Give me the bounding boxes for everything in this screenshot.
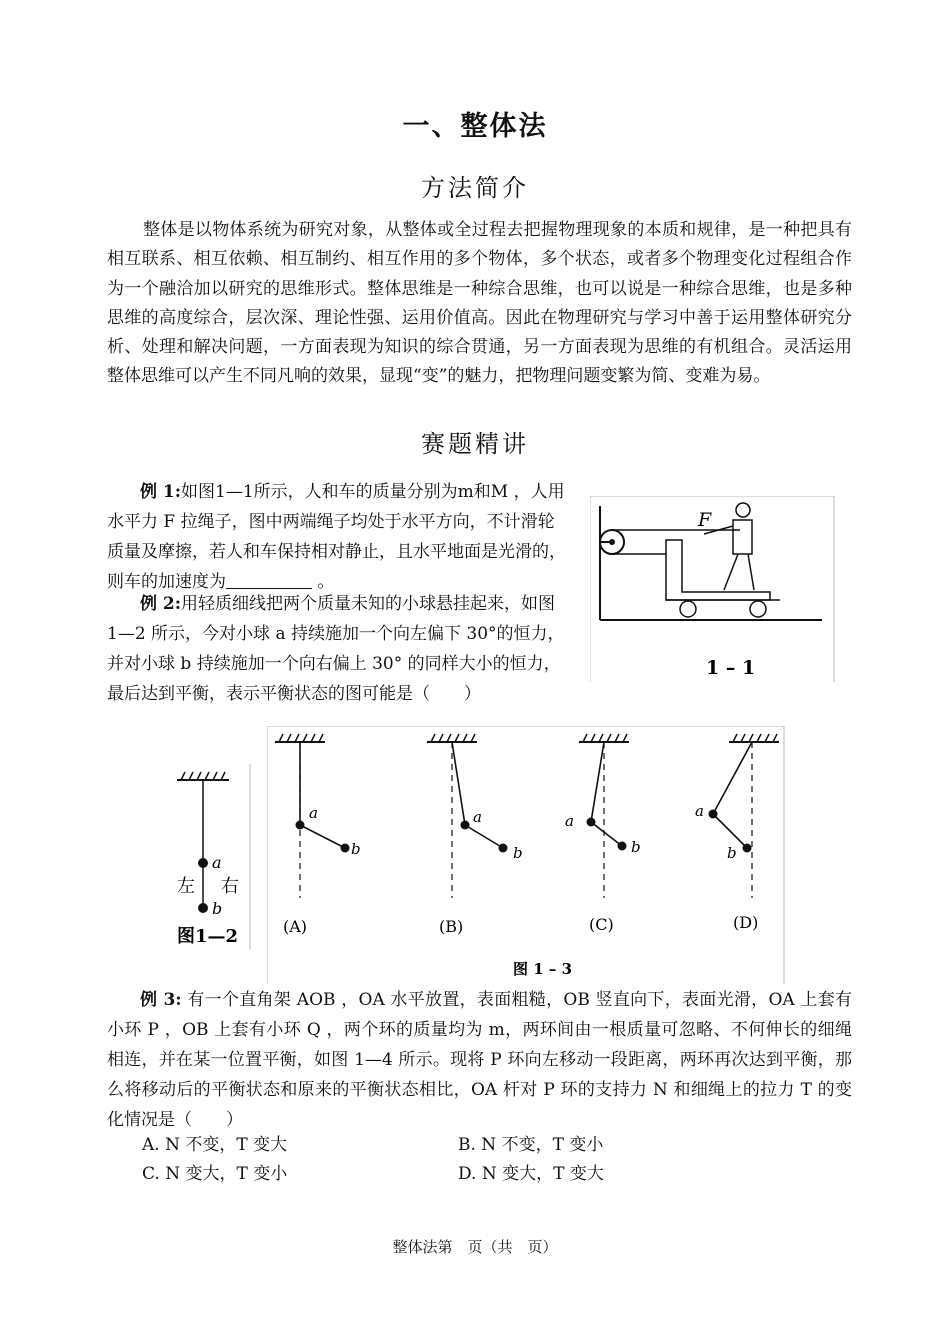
- panel-c: [565, 734, 641, 934]
- figure-1-2-caption: 图1—2: [177, 926, 239, 947]
- panel-b-caption: (B): [439, 917, 464, 936]
- figure-1-1: [590, 496, 835, 682]
- left-label: 左: [177, 876, 195, 897]
- example-2: [107, 589, 569, 709]
- panel-c-caption: (C): [589, 915, 614, 934]
- option-a: A. N 不变，T 变大: [142, 1135, 288, 1155]
- person-icon: [704, 503, 754, 590]
- section-heading-problems: 赛题精讲: [421, 430, 529, 458]
- panel-b-label-b: b: [513, 844, 523, 862]
- cart-icon: [666, 540, 770, 600]
- option-c: C. N 变大，T 变小: [142, 1164, 288, 1184]
- panel-d-label-a: a: [695, 802, 704, 820]
- figure-1-3-caption: 图 1 – 3: [513, 960, 573, 978]
- example-2-text: 用轻质细线把两个质量未知的小球悬挂起来，如图 1—2 所示，今对小球 a 持续施加一个向左偏下 30°的恒力，并对小球 b 持续施加一个向右偏上 30° 的同样大小的恒力，最后达到平衡，表示平衡状态的图可能是（ ）: [107, 594, 565, 704]
- panel-a-caption: (A): [283, 917, 308, 936]
- panel-d: [695, 734, 779, 932]
- panel-c-label-b: b: [631, 838, 641, 856]
- intro-paragraph: 整体是以物体系统为研究对象，从整体或全过程去把握物理现象的本质和规律，是一种把具有相互联系、相互依赖、相互制约、相互作用的多个物体，多个状态，或者多个物理变化过程组合作为一个融洽加以研究的思维形式。整体思维是一种综合思维，也可以说是一种综合思维，也是多种思维的高度综合，层次深、理论性强、运用价值高。因此在物理研究与学习中善于运用整体研究分析、处理和解决问题，一方面表现为知识的综合贯通，另一方面表现为思维的有机组合。灵活运用整体思维可以产生不同凡响的效果，显现“变”的魅力，把物理问题变繁为简、变难为易。: [107, 220, 852, 387]
- figure-1-2: [165, 764, 251, 950]
- panel-d-caption: (D): [733, 913, 759, 932]
- example-1-text: 如图1—1所示，人和车的质量分别为m和M ，人用水平力 F 拉绳子，图中两端绳子均处于水平方向，不计滑轮质量及摩擦，若人和车保持相对静止，且水平地面是光滑的，则车的加速度为: [107, 482, 566, 592]
- answer-blank: [226, 570, 312, 589]
- right-label: 右: [221, 876, 239, 897]
- panel-b: [427, 734, 523, 936]
- panel-b-label-a: a: [473, 808, 482, 826]
- panel-d-label-b: b: [727, 844, 737, 862]
- example-1-end: 。: [317, 572, 335, 592]
- ball-a-icon: [198, 858, 208, 868]
- example-1-label: 例 1:: [140, 482, 182, 502]
- example-3-text: 有一个直角架 AOB ，OA 水平放置，表面粗糙，OB 竖直向下，表面光滑，OA 上套有小环 P ，OB 上套有小环 Q ，两个环的质量均为 m，两环间由一根质量可忽略、不何伸长的细绳相连，并在某一位置平衡，如图 1—4 所示。现将 P 环向左移动一段距离，两环再次达到平衡，那么将移动后的平衡状态和原来的平衡状态相比，OA 杆对 P 环的支持力 N 和细绳上的拉力 T 的变化情况是（ ）: [107, 990, 852, 1130]
- ball-b-icon: [198, 903, 208, 913]
- panel-a-label-a: a: [309, 804, 318, 822]
- panel-c-label-a: a: [565, 812, 574, 830]
- ball-b-label: b: [212, 899, 223, 918]
- figure-1-3: [267, 726, 785, 984]
- example-3: [107, 985, 852, 1135]
- option-d: D. N 变大，T 变大: [458, 1164, 604, 1184]
- example-2-label: 例 2:: [140, 594, 182, 614]
- example-3-label: 例 3:: [140, 990, 182, 1010]
- option-b: B. N 不变，T 变小: [458, 1135, 604, 1155]
- panel-a: [275, 734, 361, 936]
- panel-a-label-b: b: [351, 840, 361, 858]
- section-heading-intro: 方法简介: [421, 174, 529, 202]
- figure-1-1-caption: 1 – 1: [706, 657, 756, 679]
- page-title: 一、整体法: [402, 111, 548, 142]
- page-footer: 整体法第 页（共 页）: [392, 1238, 558, 1256]
- example-1: [107, 477, 569, 597]
- ball-a-label: a: [212, 853, 222, 872]
- force-label: F: [698, 509, 712, 531]
